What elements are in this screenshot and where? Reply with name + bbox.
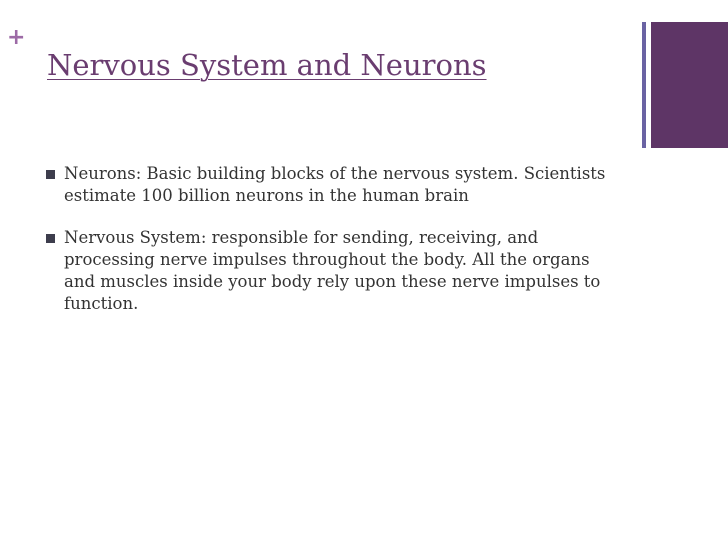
bullet-item [44,163,624,207]
accent-bar-thin [642,22,646,148]
square-bullet-icon [46,170,55,179]
bullet-item [44,227,624,315]
bullet-list [44,163,624,335]
slide-title: Nervous System and Neurons [47,48,487,82]
accent-bar-wide [651,22,728,148]
square-bullet-icon [46,234,55,243]
bullet-text: Neurons: Basic building blocks of the nervous system. Scientists estimate 100 billion neurons in the human brain [64,164,606,205]
bullet-text: Nervous System: responsible for sending, receiving, and processing nerve impulses throughout the body. All the organs and muscles inside your body rely upon these nerve impulses to function. [64,228,601,313]
plus-icon: + [7,25,26,50]
